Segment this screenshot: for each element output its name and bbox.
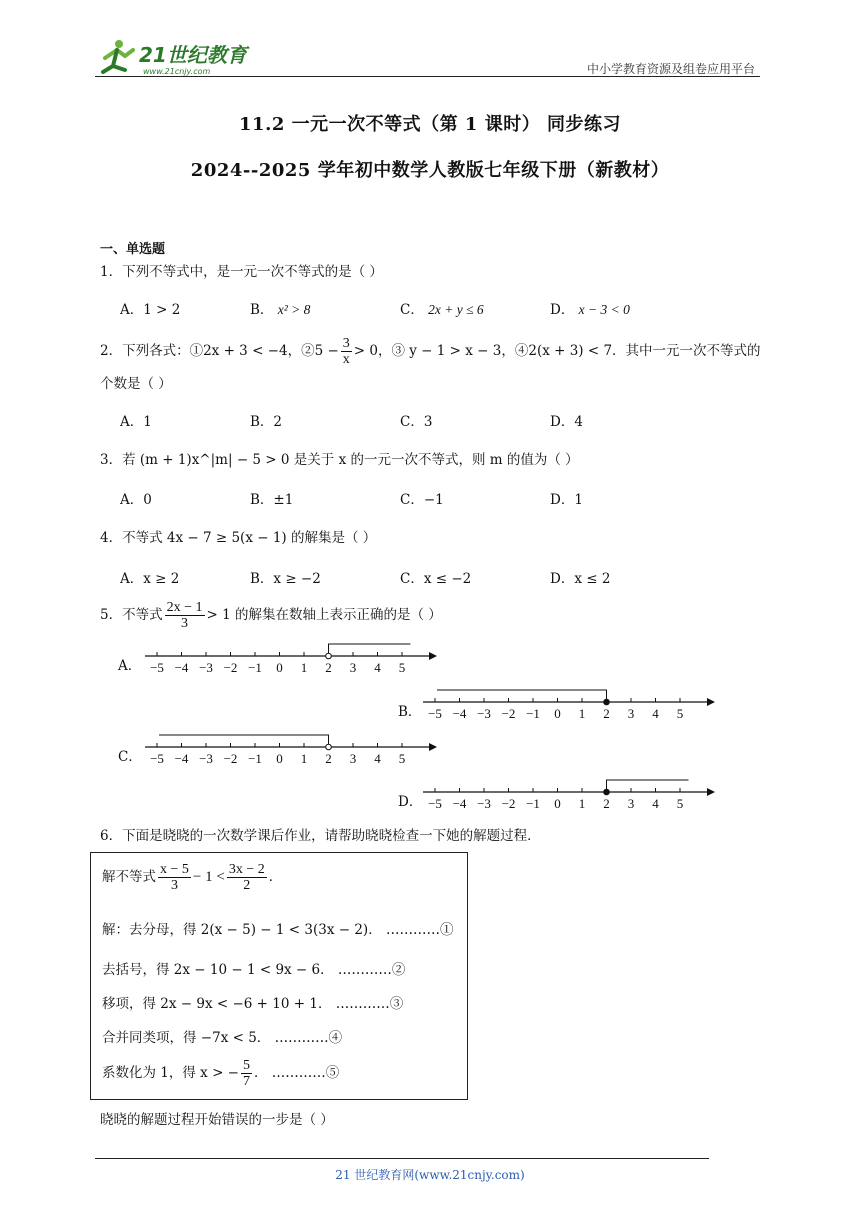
q4-option-c: C．x ≤ −2 bbox=[400, 571, 472, 587]
axis-tick-label: −4 bbox=[452, 796, 467, 811]
axis-tick-label: 4 bbox=[652, 796, 659, 811]
logo-text: 21世纪教育 bbox=[139, 43, 247, 67]
axis-tick-label: −2 bbox=[501, 796, 516, 811]
q2-stem-cont: 个数是（ ） bbox=[100, 376, 172, 392]
q5-numberline-a bbox=[145, 636, 445, 678]
axis-arrow-icon bbox=[429, 743, 437, 751]
q5-option-d-label: D． bbox=[398, 794, 423, 810]
title-line-1: 11.2 一元一次不等式（第 1 课时） 同步练习 bbox=[239, 114, 621, 135]
q2-fraction: $\frac{3}{x}$ bbox=[342, 336, 350, 367]
axis-tick-label: 3 bbox=[349, 660, 357, 675]
q2-stem: 2．下列各式：①2x + 3 < −4，②5 − $\frac{3}{x}$ > 0，③ y − 1 > x − 3，④2(x + 3) < 7．其中一元一次不等式的 bbox=[100, 336, 761, 367]
axis-tick-label: −5 bbox=[150, 751, 164, 766]
axis-tick-label: −4 bbox=[174, 751, 189, 766]
axis-tick-label: −1 bbox=[526, 796, 540, 811]
axis-tick-label: −3 bbox=[199, 660, 213, 675]
q1-option-c: C． 2x + y ≤ 6 bbox=[400, 302, 484, 318]
axis-tick-label: 2 bbox=[603, 796, 610, 811]
axis-tick-label: 0 bbox=[276, 660, 283, 675]
solution-ray bbox=[437, 690, 607, 702]
header-divider bbox=[95, 76, 760, 77]
axis-tick-label: 2 bbox=[603, 706, 610, 721]
axis-tick-label: 3 bbox=[349, 751, 357, 766]
axis-tick-label: −3 bbox=[477, 796, 491, 811]
q3-option-b: B．±1 bbox=[250, 492, 294, 508]
q5-numberline-d bbox=[423, 772, 723, 814]
axis-tick-label: −2 bbox=[223, 751, 238, 766]
q2-option-c: C．3 bbox=[400, 414, 433, 430]
axis-tick-label: 4 bbox=[374, 660, 381, 675]
axis-tick-label: −2 bbox=[223, 660, 238, 675]
axis-tick-label: 1 bbox=[578, 706, 586, 721]
q5-numberline-b bbox=[423, 682, 723, 724]
q5-fraction: $\frac{2x - 1}{3}$ bbox=[166, 600, 203, 631]
axis-tick-label: −4 bbox=[174, 660, 189, 675]
axis-tick-label: −1 bbox=[248, 751, 262, 766]
footer-divider bbox=[95, 1158, 709, 1159]
q3-option-d: D．1 bbox=[550, 492, 583, 508]
axis-tick-label: 5 bbox=[398, 660, 406, 675]
q3-stem: 3．若 (m + 1)x^|m| − 5 > 0 是关于 x 的一元一次不等式，则 m 的值为（ ） bbox=[100, 452, 579, 468]
q2-option-a: A．1 bbox=[120, 414, 152, 430]
axis-tick-label: −3 bbox=[199, 751, 213, 766]
q5-option-a-label: A． bbox=[118, 658, 142, 674]
open-point bbox=[326, 744, 332, 750]
axis-tick-label: −2 bbox=[501, 706, 516, 721]
axis-tick-label: 3 bbox=[627, 706, 635, 721]
axis-tick-label: 0 bbox=[554, 706, 561, 721]
axis-tick-label: −3 bbox=[477, 706, 491, 721]
axis-tick-label: 5 bbox=[676, 796, 684, 811]
q1-option-a: A．1 > 2 bbox=[120, 302, 181, 318]
q6-stem: 6．下面是晓晓的一次数学课后作业，请帮助晓晓检查一下她的解题过程． bbox=[100, 828, 541, 844]
axis-tick-label: 0 bbox=[276, 751, 283, 766]
q1-option-d: D． x − 3 < 0 bbox=[550, 302, 630, 318]
q2-option-d: D．4 bbox=[550, 414, 583, 430]
q5-numberline-c bbox=[145, 727, 445, 769]
axis-tick-label: 1 bbox=[300, 660, 308, 675]
q6-box-line-1: 解不等式 $\frac{x - 5}{3}$ − 1 < $\frac{3x - 2}{2}$ ． bbox=[102, 862, 283, 893]
axis-arrow-icon bbox=[707, 698, 715, 706]
footer-text: 21 世纪教育网(www.21cnjy.com) bbox=[335, 1168, 525, 1182]
q6-box-line-5: 合并同类项，得 −7x < 5． …………④ bbox=[102, 1030, 343, 1046]
axis-tick-label: 4 bbox=[374, 751, 381, 766]
q4-option-a: A．x ≥ 2 bbox=[120, 571, 180, 587]
section-heading: 一、单选题 bbox=[100, 242, 166, 257]
q3-option-c: C．−1 bbox=[400, 492, 444, 508]
q5-stem: 5．不等式 $\frac{2x - 1}{3}$ > 1 的解集在数轴上表示正确的是（ ） bbox=[100, 600, 442, 631]
open-point bbox=[326, 653, 332, 659]
axis-tick-label: 1 bbox=[578, 796, 586, 811]
axis-tick-label: −1 bbox=[248, 660, 262, 675]
solution-ray bbox=[159, 735, 329, 747]
axis-arrow-icon bbox=[429, 652, 437, 660]
axis-tick-label: −5 bbox=[428, 796, 442, 811]
q4-stem: 4．不等式 4x − 7 ≥ 5(x − 1) 的解集是（ ） bbox=[100, 530, 377, 546]
q3-option-a: A．0 bbox=[120, 492, 152, 508]
axis-tick-label: −1 bbox=[526, 706, 540, 721]
q6-box-line-6: 系数化为 1，得 x > − $\frac{5}{7}$ ． …………⑤ bbox=[102, 1058, 340, 1089]
q6-box-line-3: 去括号，得 2x − 10 − 1 < 9x − 6． …………② bbox=[102, 962, 406, 978]
axis-tick-label: 4 bbox=[652, 706, 659, 721]
q2-option-b: B．2 bbox=[250, 414, 283, 430]
q5-option-b-label: B． bbox=[398, 704, 422, 720]
axis-tick-label: 5 bbox=[676, 706, 684, 721]
q4-option-b: B．x ≥ −2 bbox=[250, 571, 321, 587]
q6-box-line-4: 移项，得 2x − 9x < −6 + 10 + 1． …………③ bbox=[102, 996, 404, 1012]
q1-stem: 1．下列不等式中，是一元一次不等式的是（ ） bbox=[100, 264, 383, 280]
axis-tick-label: 2 bbox=[325, 751, 332, 766]
logo-subtext: www.21cnjy.com bbox=[143, 67, 211, 76]
runner-icon bbox=[103, 40, 133, 72]
solution-ray bbox=[607, 780, 689, 792]
axis-tick-label: 2 bbox=[325, 660, 332, 675]
site-logo bbox=[95, 36, 265, 80]
q6-tail: 晓晓的解题过程开始错误的一步是（ ） bbox=[100, 1112, 334, 1128]
axis-tick-label: −5 bbox=[428, 706, 442, 721]
q4-option-d: D．x ≤ 2 bbox=[550, 571, 611, 587]
header-platform: 中小学教育资源及组卷应用平台 bbox=[586, 62, 755, 76]
axis-tick-label: 3 bbox=[627, 796, 635, 811]
title-line-2: 2024--2025 学年初中数学人教版七年级下册（新教材） bbox=[190, 160, 670, 181]
axis-tick-label: 0 bbox=[554, 796, 561, 811]
q6-box-line-2: 解：去分母，得 2(x − 5) − 1 < 3(3x − 2)． …………① bbox=[102, 922, 454, 938]
solution-ray bbox=[329, 644, 411, 656]
axis-arrow-icon bbox=[707, 788, 715, 796]
q1-option-b: B． x² > 8 bbox=[250, 302, 311, 318]
axis-tick-label: 1 bbox=[300, 751, 308, 766]
axis-tick-label: −4 bbox=[452, 706, 467, 721]
axis-tick-label: −5 bbox=[150, 660, 164, 675]
closed-point bbox=[604, 789, 610, 795]
closed-point bbox=[604, 699, 610, 705]
axis-tick-label: 5 bbox=[398, 751, 406, 766]
q5-option-c-label: C． bbox=[118, 749, 142, 765]
